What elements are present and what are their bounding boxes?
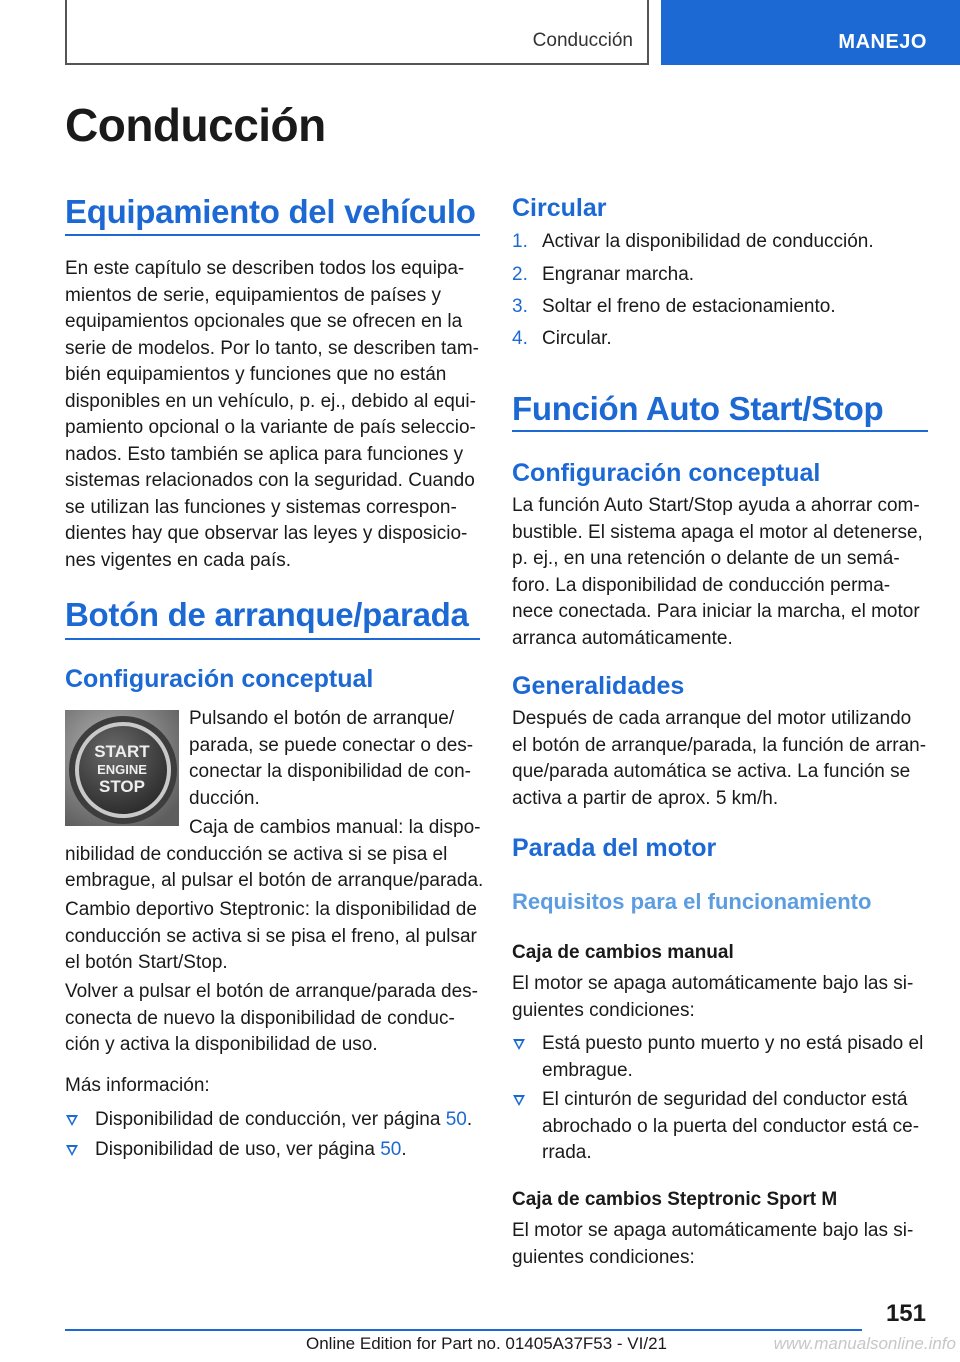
- start-engine-stop-icon: [65, 710, 179, 826]
- bullet-triangle-icon: [66, 1145, 78, 1156]
- svg-text:ENGINE: ENGINE: [97, 762, 147, 777]
- heading-requisitos: Requisitos para el funcionamiento: [512, 889, 872, 914]
- header-chapter-tab: [661, 0, 960, 65]
- footer-rule: [65, 1329, 862, 1331]
- step-item: 1. Activar la disponibilidad de conducción.: [512, 231, 874, 252]
- svg-text:START: START: [94, 742, 150, 761]
- heading-rule: [65, 234, 480, 236]
- heading-generalidades: Generalidades: [512, 672, 685, 700]
- header-section-title: Conducción: [532, 30, 633, 51]
- heading-caja-manual: Caja de cambios manual: [512, 942, 734, 963]
- header-section-box: [65, 0, 649, 65]
- heading-equipamiento: Equipamiento del vehículo: [65, 193, 476, 230]
- config-paragraph: La función Auto Start/Stop ayuda a ahorrar com- bustible. El sistema apaga el motor al detenerse, p. ej., en una retención o delante de un semá- foro. La disponibilidad de conducción perma- nece conectada. Para iniciar la marcha, el motor arranca automáticamente.: [512, 495, 923, 649]
- bullet-triangle-icon: [66, 1115, 78, 1126]
- page-number: 151: [885, 1300, 926, 1327]
- header-chapter-label: MANEJO: [838, 31, 927, 53]
- boton-paragraph-3: Cambio deportivo Steptronic: la disponibilidad de conducción se activa si se pisa el freno, al pulsar el botón Start/Stop.: [65, 899, 477, 973]
- list-item: El cinturón de seguridad del conductor está abrochado o la puerta del conductor está ce- rrada.: [512, 1087, 928, 1167]
- heading-rule: [512, 430, 928, 432]
- list-item: Está puesto punto muerto y no está pisado el embrague.: [512, 1031, 928, 1085]
- step-item: 4. Circular.: [512, 328, 612, 349]
- boton-paragraph-4: Volver a pulsar el botón de arranque/parada des- conecta de nuevo la disponibilidad de conduc- ción y activa la disponibilidad de uso.: [65, 981, 478, 1055]
- step-item: 3. Soltar el freno de estacionamiento.: [512, 296, 836, 317]
- list-item: Disponibilidad de conducción, ver página 50.: [65, 1107, 480, 1134]
- list-item: Disponibilidad de uso, ver página 50.: [65, 1137, 480, 1164]
- steptronic-paragraph: El motor se apaga automáticamente bajo las si- guientes condiciones:: [512, 1220, 914, 1268]
- svg-text:STOP: STOP: [99, 777, 145, 796]
- heading-circular: Circular: [512, 194, 607, 222]
- watermark: www.manualsonline.info: [773, 1334, 956, 1353]
- manual-paragraph: El motor se apaga automáticamente bajo las si- guientes condiciones:: [512, 973, 914, 1021]
- mas-informacion-label: Más información:: [65, 1075, 210, 1096]
- footer-edition: Online Edition for Part no. 01405A37F53 - VI/21: [306, 1334, 668, 1353]
- heading-auto-start-stop: Función Auto Start/Stop: [512, 390, 884, 427]
- page-title: Conducción: [65, 99, 326, 151]
- generalidades-paragraph: Después de cada arranque del motor utilizando el botón de arranque/parada, la función de arran- que/parada automática se activa. La función se activa a partir de aprox. 5 km/h.: [512, 708, 927, 809]
- step-item: 2. Engranar marcha.: [512, 264, 695, 285]
- heading-boton-arranque: Botón de arranque/parada: [65, 596, 469, 633]
- bullet-triangle-icon: [513, 1095, 525, 1106]
- page-link[interactable]: 50: [445, 1109, 467, 1130]
- heading-configuracion-right: Configuración conceptual: [512, 459, 821, 487]
- boton-paragraph-1: Pulsando el botón de arranque/ parada, se puede conectar o des- conectar la disponibilidad de con- ducción.: [189, 708, 474, 809]
- heading-rule: [65, 638, 480, 640]
- heading-parada-motor: Parada del motor: [512, 834, 717, 862]
- bullet-triangle-icon: [513, 1039, 525, 1050]
- page-link[interactable]: 50: [380, 1139, 402, 1160]
- boton-paragraph-2: Caja de cambios manual: la dispo- nibilidad de conducción se activa si se pisa el embrague, al pulsar el botón de arranque/parada.: [65, 817, 484, 891]
- start-stop-button-image: [65, 710, 179, 826]
- heading-configuracion-left: Configuración conceptual: [65, 665, 374, 693]
- heading-caja-steptronic: Caja de cambios Steptronic Sport M: [512, 1189, 838, 1210]
- equipamiento-paragraph: En este capítulo se describen todos los equipa- mientos de serie, equipamientos de países y equipamientos opcionales que se ofrecen en la serie de modelos. Por lo tanto, se describen tam- bién equipamientos y funciones que no están disponibles en un vehículo, p. ej., debido al equi- pamiento opcional o la variante de país seleccio- nados. Esto también se aplica para funciones y sistemas relacionados con la seguridad. Cuando se utilizan las funciones y sistemas correspon- dientes hay que observar las leyes y disposicio- nes vigentes en cada país.: [65, 258, 479, 571]
